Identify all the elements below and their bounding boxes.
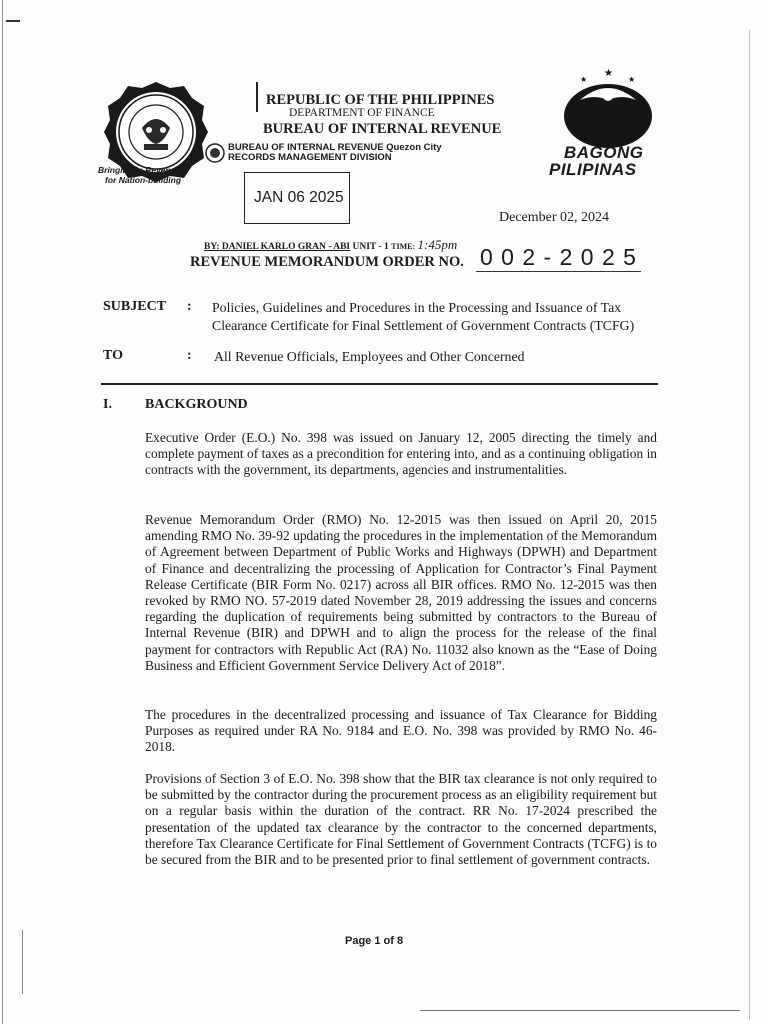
- subject-text: Policies, Guidelines and Procedures in the Processing and Issuance of Tax Clearance Certificate for Final Settlement of Government Contracts (TCFG): [212, 300, 635, 333]
- bagong-text: BAGONG: [564, 143, 644, 162]
- stamp-receiver: [204, 237, 457, 253]
- memo-order-label: REVENUE MEMORANDUM ORDER NO.: [190, 254, 464, 270]
- paragraph-2: Revenue Memorandum Order (RMO) No. 12-2015 was then issued on April 20, 2015 amending RMO No. 39-92 updating the procedures in the implementation of the Memorandum of Agreement between Department of Public Works and Highways (DPWH) and Department of Finance and decentralizing the processing of Application for Contractor’s Final Payment Release Certificate (BIR Form No. 0217) across all BIR offices. RMO No. 12-2015 was then revoked by RMO NO. 57-2019 dated November 28, 2019 addressing the issues and concerns regarding the duplication of requirements being submitted by contractors to the Bureau of Internal Revenue (BIR) and DPWH and to align the process for the release of the final payment for contractors with Republic Act (RA) No. 11032 also known as the “Ease of Doing Business and Efficient Government Service Delivery Act of 2018”.: [145, 512, 657, 673]
- stamp-unit: UNIT - 1: [352, 242, 389, 252]
- svg-text:★: ★: [628, 75, 636, 84]
- svg-text:★: ★: [604, 68, 613, 79]
- stamp-date: JAN 06 2025: [254, 189, 344, 206]
- stamp-division: RECORDS MANAGEMENT DIVISION: [228, 152, 392, 163]
- stamp-time-label: TIME:: [391, 242, 416, 251]
- to-label: TO: [103, 348, 123, 363]
- to-text: All Revenue Officials, Employees and Other Concerned: [214, 349, 525, 364]
- subject-colon: :: [187, 299, 192, 314]
- memo-date: December 02, 2024: [499, 210, 610, 225]
- republic-heading: REPUBLIC OF THE PHILIPPINES: [266, 92, 495, 108]
- header-divider: [101, 383, 658, 385]
- paragraph-4: Provisions of Section 3 of E.O. No. 398 show that the BIR tax clearance is not only required to be submitted by the contractor during the procurement process as an eligibility requirement but on a regular basis within the duration of the contract. RR No. 17-2024 prescribed the presentation of the updated tax clearance by the contractor to the concerned departments, therefore Tax Clearance Certificate for Final Settlement of Government Contracts (TCFG) is to be secured from the BIR and to be presented prior to final settlement of government contracts.: [145, 771, 657, 868]
- paragraph-3: The procedures in the decentralized processing and issuance of Tax Clearance for Bidding Purposes as required under RA No. 9184 and E.O. No. 398 was provided by RMO No. 46-2018.: [145, 707, 657, 755]
- stamp-office: BUREAU OF INTERNAL REVENUE Quezon City: [228, 142, 442, 153]
- scan-mark: [6, 20, 20, 22]
- department-heading: DEPARTMENT OF FINANCE: [289, 107, 435, 119]
- scan-edge-left: [2, 0, 3, 1024]
- subject-label: SUBJECT: [103, 299, 167, 314]
- stamp-time: 1:45pm: [417, 237, 458, 252]
- to-colon: :: [187, 348, 192, 363]
- pilipinas-text: PILIPINAS: [549, 160, 637, 179]
- bir-tagline-2: for Nation-building: [105, 175, 182, 185]
- scan-edge-right: [749, 30, 750, 1020]
- page-number: Page 1 of 8: [345, 935, 404, 947]
- footer-margin-line: [22, 930, 23, 994]
- svg-text:★: ★: [580, 75, 588, 84]
- bureau-heading: BUREAU OF INTERNAL REVENUE: [263, 121, 502, 137]
- vertical-line: [256, 82, 258, 112]
- stamp-seal-icon: [205, 143, 225, 163]
- section-number: I.: [103, 397, 112, 412]
- footer-rule: [420, 1010, 740, 1011]
- memo-order-number: 0 0 2 - 2 0 2 5: [476, 244, 641, 272]
- paragraph-1: Executive Order (E.O.) No. 398 was issued on January 12, 2005 directing the timely and complete payment of taxes as a precondition for entering into, and as a continuing obligation in contracts with the government, its departments, agencies and instrumentalities.: [145, 430, 657, 478]
- bagong-pilipinas-logo: [560, 66, 656, 150]
- bir-tagline-1: Bringing in Revenues: [98, 165, 186, 175]
- section-title: BACKGROUND: [145, 397, 248, 412]
- stamp-receiver-name: BY: DANIEL KARLO GRAN - ABI: [204, 242, 351, 252]
